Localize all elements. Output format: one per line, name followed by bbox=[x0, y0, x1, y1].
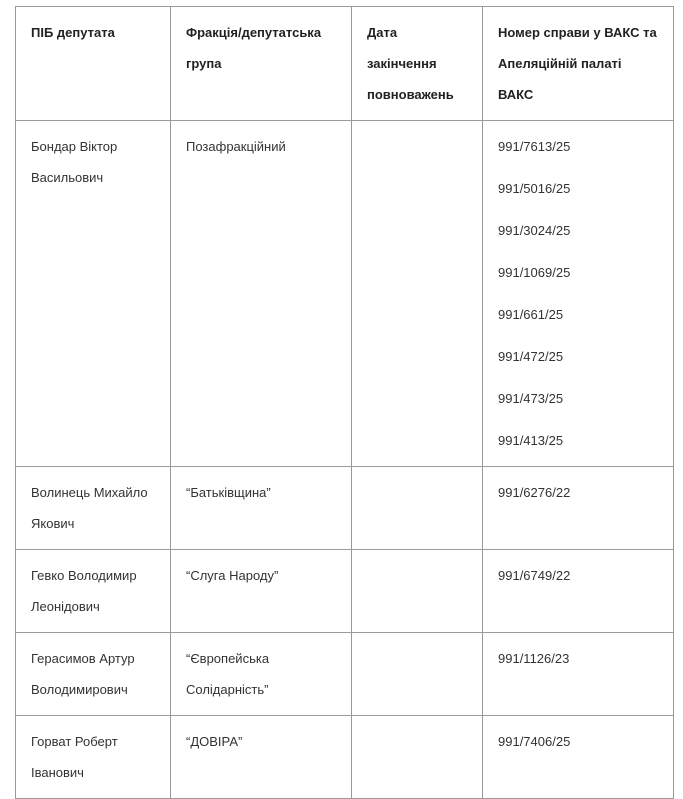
table-body bbox=[16, 121, 674, 799]
cell-name: Герасимов Артур Володимирович bbox=[16, 633, 171, 716]
case-number: 991/7406/25 bbox=[498, 734, 571, 749]
header-term-end: Дата закінчення повноважень bbox=[352, 7, 483, 121]
cell-term-end bbox=[352, 467, 483, 550]
table-header bbox=[16, 7, 674, 121]
cell-case-numbers bbox=[483, 550, 674, 633]
case-number: 991/661/25 bbox=[498, 307, 564, 322]
case-number: 991/3024/25 bbox=[498, 223, 571, 238]
case-list bbox=[498, 726, 659, 757]
table-row bbox=[16, 121, 674, 467]
cell-case-numbers bbox=[483, 467, 674, 550]
deputies-table bbox=[15, 6, 674, 799]
cell-term-end bbox=[352, 550, 483, 633]
cell-term-end bbox=[352, 716, 483, 799]
cell-faction: “ДОВІРА” bbox=[171, 716, 352, 799]
cell-case-numbers bbox=[483, 121, 674, 467]
case-list bbox=[498, 560, 659, 591]
case-list bbox=[498, 131, 659, 456]
case-number: 991/6276/22 bbox=[498, 485, 571, 500]
table-row bbox=[16, 467, 674, 550]
case-number: 991/5016/25 bbox=[498, 181, 571, 196]
cell-name: Волинець Михайло Якович bbox=[16, 467, 171, 550]
cell-name: Горват Роберт Іванович bbox=[16, 716, 171, 799]
case-number: 991/1126/23 bbox=[498, 651, 570, 666]
case-list bbox=[498, 477, 659, 508]
cell-term-end bbox=[352, 121, 483, 467]
cell-case-numbers bbox=[483, 716, 674, 799]
header-case-numbers: Номер справи у ВАКС та Апеляційній палаті ВАКС bbox=[483, 7, 674, 121]
cell-name: Гевко Володимир Леонідович bbox=[16, 550, 171, 633]
cell-name: Бондар Віктор Васильович bbox=[16, 121, 171, 467]
cell-term-end bbox=[352, 633, 483, 716]
case-number: 991/413/25 bbox=[498, 433, 564, 448]
case-number: 991/472/25 bbox=[498, 349, 564, 364]
header-faction: Фракція/депутатська група bbox=[171, 7, 352, 121]
cell-case-numbers bbox=[483, 633, 674, 716]
header-row bbox=[16, 7, 674, 121]
cell-faction: Позафракційний bbox=[171, 121, 352, 467]
case-number: 991/1069/25 bbox=[498, 265, 571, 280]
case-list bbox=[498, 643, 659, 674]
case-number: 991/473/25 bbox=[498, 391, 564, 406]
table-row bbox=[16, 550, 674, 633]
cell-faction: “Слуга Народу” bbox=[171, 550, 352, 633]
case-number: 991/6749/22 bbox=[498, 568, 571, 583]
header-name: ПІБ депутата bbox=[16, 7, 171, 121]
case-number: 991/7613/25 bbox=[498, 139, 571, 154]
cell-faction: “Батьківщина” bbox=[171, 467, 352, 550]
table-row bbox=[16, 633, 674, 716]
table-row bbox=[16, 716, 674, 799]
cell-faction: “Європейська Солідарність” bbox=[171, 633, 352, 716]
